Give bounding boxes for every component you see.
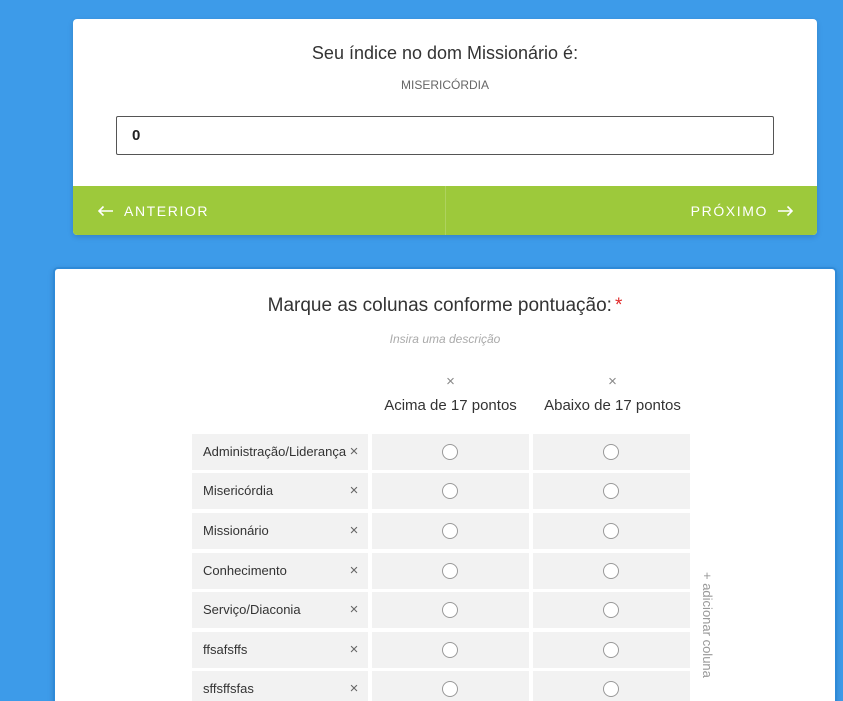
navigation-bar — [73, 186, 817, 235]
close-icon[interactable]: × — [608, 373, 617, 390]
question-title[interactable] — [55, 295, 835, 317]
grid-cell — [533, 434, 690, 470]
next-label: PRÓXIMO — [690, 202, 768, 219]
table-row — [192, 434, 696, 470]
grid-cell — [533, 553, 690, 589]
radio-empty-icon[interactable] — [442, 444, 458, 460]
row-label[interactable]: Missionário — [192, 513, 368, 549]
grid-cell — [533, 513, 690, 549]
grid-cell — [372, 553, 529, 589]
grid-cell — [533, 671, 690, 701]
grid-cell — [372, 473, 529, 509]
row-label[interactable]: Misericórdia — [192, 473, 368, 509]
radio-empty-icon[interactable] — [442, 563, 458, 579]
column-header-1 — [370, 373, 531, 414]
radio-empty-icon[interactable] — [442, 642, 458, 658]
close-icon[interactable]: × — [349, 680, 359, 697]
arrow-right-icon — [777, 205, 794, 217]
radio-empty-icon[interactable] — [603, 681, 619, 697]
close-icon[interactable]: × — [349, 641, 359, 658]
table-row — [192, 632, 696, 668]
radio-empty-icon[interactable] — [603, 444, 619, 460]
radio-empty-icon[interactable] — [442, 602, 458, 618]
required-mark: * — [614, 295, 623, 316]
arrow-left-icon — [97, 205, 114, 217]
radio-empty-icon[interactable] — [603, 602, 619, 618]
result-card — [73, 19, 817, 235]
row-label[interactable]: Administração/Liderança — [192, 434, 368, 470]
previous-label: ANTERIOR — [124, 202, 210, 219]
result-subtitle: MISERICÓRDIA — [400, 78, 489, 92]
radio-empty-icon[interactable] — [603, 563, 619, 579]
close-icon[interactable]: × — [446, 373, 455, 390]
radio-empty-icon[interactable] — [442, 681, 458, 697]
grid-cell — [533, 632, 690, 668]
radio-empty-icon[interactable] — [603, 523, 619, 539]
column-header-2 — [532, 373, 693, 414]
close-icon[interactable]: × — [349, 443, 359, 460]
table-row — [192, 671, 696, 701]
next-button[interactable] — [446, 186, 817, 235]
grid-cell — [372, 671, 529, 701]
row-label[interactable]: Conhecimento — [192, 553, 368, 589]
grid-cell — [533, 592, 690, 628]
radio-empty-icon[interactable] — [603, 483, 619, 499]
previous-button[interactable] — [73, 186, 446, 235]
radio-empty-icon[interactable] — [442, 483, 458, 499]
close-icon[interactable]: × — [349, 482, 359, 499]
close-icon[interactable]: × — [349, 562, 359, 579]
row-label[interactable]: sffsffsfas — [192, 671, 368, 701]
add-column-button[interactable]: + adicionar coluna — [700, 572, 715, 678]
column-label-2[interactable]: Abaixo de 17 pontos — [544, 397, 681, 414]
row-label[interactable]: Serviço/Diaconia — [192, 592, 368, 628]
result-title: Seu índice no dom Missionário é: — [311, 43, 579, 63]
table-row — [192, 592, 696, 628]
close-icon[interactable]: × — [349, 522, 359, 539]
grid-cell — [372, 513, 529, 549]
result-input[interactable]: 0 — [116, 116, 774, 155]
grid-cell — [372, 434, 529, 470]
close-icon[interactable]: × — [349, 601, 359, 618]
table-row — [192, 513, 696, 549]
column-label-1[interactable]: Acima de 17 pontos — [384, 397, 517, 414]
description-placeholder[interactable]: Insira uma descrição — [389, 332, 501, 346]
radio-empty-icon[interactable] — [603, 642, 619, 658]
radio-empty-icon[interactable] — [442, 523, 458, 539]
table-row — [192, 473, 696, 509]
grid-cell — [533, 473, 690, 509]
question-card — [53, 267, 837, 701]
grid-cell — [372, 592, 529, 628]
table-row — [192, 553, 696, 589]
question-title-text: Marque as colunas conforme pontuação: — [267, 295, 612, 316]
row-label[interactable]: ffsafsffs — [192, 632, 368, 668]
grid-cell — [372, 632, 529, 668]
